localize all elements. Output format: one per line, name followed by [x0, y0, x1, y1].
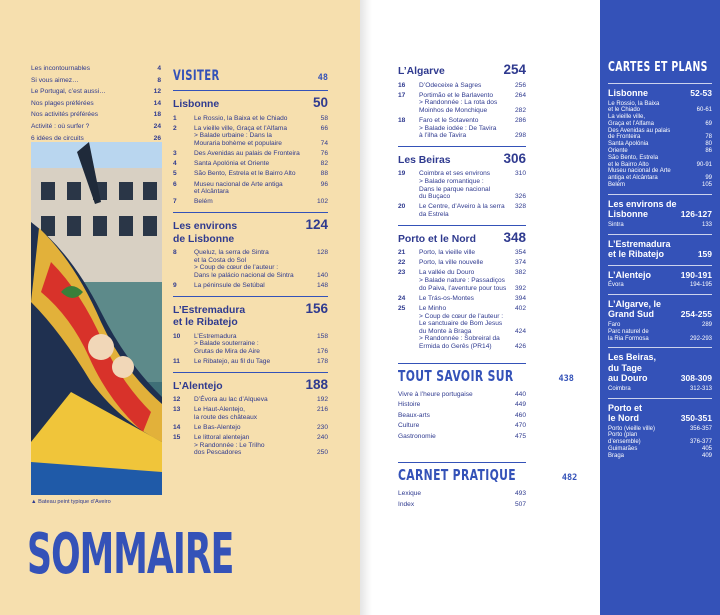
quick-link-page: 24 — [153, 122, 161, 130]
visiter-header — [173, 68, 328, 84]
annex-item[interactable] — [398, 421, 526, 432]
map-region-title: L’Estremadura et le Ribatejo — [608, 238, 671, 260]
quick-link-label: Activité : où surfer ? — [31, 122, 90, 130]
entry-page: 148 — [316, 281, 328, 289]
quick-link-item[interactable] — [31, 75, 161, 87]
entry-number: 19 — [398, 170, 406, 178]
region-title: Les environs de Lisbonne — [173, 221, 238, 245]
map-region-page: 350-351 — [680, 413, 712, 424]
region-section — [398, 58, 526, 140]
map-block — [608, 234, 712, 260]
annex-page: 507 — [514, 500, 526, 508]
map-block — [608, 398, 712, 460]
map-item[interactable] — [608, 141, 712, 148]
map-item[interactable] — [608, 446, 712, 453]
map-item[interactable] — [608, 182, 712, 189]
entry-page: 58 — [320, 114, 328, 122]
map-item-page: 356-357 — [689, 425, 712, 432]
region-title: L’Algarve — [398, 66, 445, 77]
entry-text: Porto, la ville nouvelle — [419, 259, 484, 267]
map-region-title: Lisbonne — [608, 88, 648, 98]
map-block — [608, 294, 712, 342]
map-item-text: Des Avenidas au palais de Fronteira — [608, 127, 671, 141]
tout-savoir-title: TOUT SAVOIR SUR — [398, 366, 514, 385]
map-item[interactable] — [608, 148, 712, 155]
map-region-title: L’Alentejo — [608, 269, 652, 280]
tout-savoir-page[interactable]: 438 — [558, 373, 574, 384]
map-item[interactable] — [608, 386, 712, 393]
toc-entry[interactable] — [173, 198, 328, 206]
map-item-text: Braga — [608, 452, 625, 459]
map-region-header[interactable] — [608, 403, 712, 424]
map-item-text: Santa Apolónia — [608, 141, 649, 148]
map-item[interactable] — [608, 114, 712, 128]
region-page: 50 — [312, 95, 328, 110]
entry-page: 402 424 426 — [514, 304, 526, 350]
region-page: 254 — [503, 62, 526, 77]
carnet-page[interactable]: 482 — [561, 473, 578, 483]
entry-page: 256 — [514, 81, 526, 89]
maps-panel — [600, 0, 720, 615]
entry-text: Le Ribatejo, au fil du Tage — [194, 357, 271, 365]
annex-page: 475 — [514, 432, 526, 440]
annex-page: 460 — [514, 411, 526, 419]
annex-page: 440 — [514, 390, 526, 398]
toc-entry[interactable] — [173, 333, 328, 356]
map-item[interactable] — [608, 322, 712, 329]
toc-entry[interactable] — [173, 150, 328, 158]
entry-page: 328 — [514, 203, 526, 211]
map-item-text: Évora — [608, 282, 624, 289]
annex-item[interactable] — [398, 489, 526, 500]
region-section — [173, 296, 328, 366]
entry-number: 12 — [173, 396, 181, 404]
map-item-text: La vieille ville, Graça et l’Alfama — [608, 114, 655, 127]
map-item-text: Oriente — [608, 148, 628, 155]
toc-entry[interactable] — [398, 203, 526, 218]
entry-text: L’Estremadura > Balade souterraine : Grutas de Mira de Aire — [194, 332, 260, 355]
entry-text: São Bento, Estrela et le Bairro Alto — [194, 170, 296, 178]
region-section — [398, 225, 526, 351]
entry-text: Queluz, la serra de Sintra et la Costa do Sol > Coup de cœur de l’auteur : Dans le palácio nacional de Sintra — [194, 249, 294, 279]
entry-number: 20 — [398, 203, 406, 211]
entry-number: 22 — [398, 259, 406, 267]
entry-page: 216 — [316, 406, 328, 414]
quick-link-page: 26 — [153, 134, 161, 142]
toc-entry[interactable] — [173, 424, 328, 432]
region-section — [173, 212, 328, 290]
entry-page: 158 176 — [316, 332, 328, 355]
region-page: 188 — [305, 376, 328, 392]
tout-savoir-header — [398, 366, 574, 385]
toc-entry[interactable] — [173, 434, 328, 457]
entry-text: Coimbra et ses environs > Balade romantique : Dans le parque nacional du Buçaco — [419, 170, 491, 201]
annex-label: Histoire — [398, 401, 421, 408]
quick-link-label: Nos activités préférées — [31, 111, 99, 119]
map-item-text: Porto (vieille ville) — [608, 425, 656, 432]
sommaire-title: SOMMAIRE — [27, 522, 234, 587]
quick-link-label: Nos plages préférées — [31, 99, 94, 107]
entry-page: 128 140 — [316, 249, 328, 279]
quick-link-item[interactable] — [31, 63, 161, 75]
entry-page: 82 — [320, 160, 328, 168]
annex-label: Index — [398, 500, 415, 508]
entry-number: 2 — [173, 124, 177, 132]
map-item-text: Le Rossio, la Baixa et le Chiado — [608, 100, 660, 114]
map-item-list — [608, 322, 712, 342]
entry-text: Porto, la vieille ville — [419, 249, 476, 256]
map-item-page: 133 — [701, 221, 712, 228]
entry-page: 102 — [316, 198, 328, 206]
map-item-page: 90-91 — [696, 161, 712, 168]
toc-entry[interactable] — [173, 170, 328, 178]
entry-text: Des Avenidas au palais de Fronteira — [194, 150, 300, 158]
map-region-header[interactable] — [608, 352, 712, 384]
annex-item[interactable] — [398, 411, 526, 422]
map-item-page: 292-293 — [689, 335, 712, 342]
toc-entry[interactable] — [398, 249, 526, 257]
entry-text: Le Rossio, la Baixa et le Chiado — [194, 114, 288, 122]
entry-number: 13 — [173, 406, 181, 414]
region-title: Porto et le Nord — [398, 233, 476, 245]
entry-page: 76 — [320, 150, 328, 158]
entry-text: Portimão et le Barlavento > Randonnée : La rota dos Moinhos de Monchique — [419, 91, 498, 114]
toc-entry[interactable] — [173, 396, 328, 404]
entry-text: Le Minho > Coup de cœur de l’auteur : Le sanctuaire de Bom Jesus du Monte à Braga > Randonnée : Sobreiral da Ermida do Gerês (PR14) — [419, 304, 504, 350]
toc-entry[interactable] — [173, 160, 328, 168]
maps-column — [608, 60, 712, 460]
region-page: 156 — [305, 300, 328, 316]
toc-entry[interactable] — [173, 358, 328, 366]
caption-triangle-icon: ▲ — [31, 499, 39, 505]
entry-page: 286 298 — [514, 117, 526, 140]
map-item-page: 78 — [705, 134, 712, 141]
entry-number: 17 — [398, 91, 406, 99]
entry-number: 6 — [173, 180, 177, 188]
quick-link-item[interactable] — [31, 86, 161, 98]
entry-text: Le Trás-os-Montes — [419, 294, 474, 302]
map-region-header[interactable] — [608, 199, 712, 220]
region-page: 306 — [503, 150, 526, 166]
entry-text: La vallée du Douro > Balade nature : Passadiços do Paiva, l’aventure pour tous — [419, 269, 507, 292]
entry-number: 1 — [173, 114, 177, 122]
map-item[interactable] — [608, 282, 712, 289]
entry-list — [173, 333, 328, 366]
map-region-page: 254-255 — [680, 309, 712, 320]
region-header[interactable] — [398, 62, 526, 79]
entry-number: 4 — [173, 160, 177, 168]
map-block — [608, 83, 712, 189]
entry-number: 3 — [173, 150, 177, 158]
map-item-list — [608, 101, 712, 189]
annex-item[interactable] — [398, 500, 526, 511]
entry-list — [173, 396, 328, 457]
map-region-page: 52-53 — [690, 88, 712, 98]
map-block — [608, 347, 712, 392]
annex-label: Gastronomie — [398, 432, 436, 440]
entry-page: 240 250 — [316, 434, 328, 457]
map-item-text: São Bento, Estrela et le Bairro Alto — [608, 154, 659, 168]
map-item-page: 60-61 — [696, 107, 712, 114]
entry-list — [173, 115, 328, 207]
region-title: Lisbonne — [173, 99, 220, 110]
annex-page: 449 — [514, 401, 526, 408]
entry-page: 354 — [514, 249, 526, 256]
map-region-header[interactable] — [608, 239, 712, 260]
entry-text: Faro et le Sotavento > Balade iodée : De Tavira à l’ilha de Tavira — [419, 117, 497, 140]
entry-number: 8 — [173, 249, 177, 256]
toc-entry[interactable] — [398, 305, 526, 351]
entry-page: 382 392 — [514, 269, 526, 292]
map-item[interactable] — [608, 432, 712, 446]
toc-entry[interactable] — [173, 115, 328, 123]
carnet-header — [398, 466, 578, 484]
boat-illustration — [31, 142, 162, 495]
map-item-list — [608, 222, 712, 229]
entry-text: Le Haut-Alentejo, la route des châteaux — [194, 406, 258, 421]
entry-page: 66 74 — [320, 124, 328, 147]
toc-entry[interactable] — [398, 82, 526, 90]
quick-links-list — [31, 63, 161, 144]
visiter-cont-column — [398, 58, 578, 510]
quick-link-label: 6 idées de circuits — [31, 134, 84, 142]
annex-item[interactable] — [398, 432, 526, 443]
photo-caption: ▲ Bateau peint typique d’Aveiro — [31, 499, 111, 505]
map-item[interactable] — [608, 101, 712, 115]
quick-link-item[interactable] — [31, 98, 161, 110]
entry-text: Santa Apolónia et Oriente — [194, 160, 270, 168]
entry-number: 11 — [173, 357, 180, 365]
toc-entry[interactable] — [173, 249, 328, 279]
entry-page: 374 — [514, 259, 526, 267]
quick-link-item[interactable] — [31, 121, 161, 133]
map-block — [608, 265, 712, 289]
entry-number: 23 — [398, 269, 406, 277]
entry-list — [398, 249, 526, 351]
toc-entry[interactable] — [398, 295, 526, 303]
region-title: L’Alentejo — [173, 380, 223, 392]
map-item-page: 409 — [701, 452, 712, 459]
entry-text: La vieille ville, Graça et l’Alfama > Balade urbaine : Dans la Mouraria bohème et populaire — [194, 124, 288, 147]
map-region-header[interactable] — [608, 270, 712, 281]
map-region-page: 159 — [697, 249, 712, 260]
entry-number: 9 — [173, 281, 177, 289]
entry-page: 96 — [320, 180, 328, 188]
entry-number: 25 — [398, 304, 406, 312]
map-region-title: Porto et le Nord — [608, 402, 643, 424]
entry-number: 16 — [398, 81, 406, 89]
quick-link-page: 12 — [153, 88, 161, 96]
map-item-text: Belém — [608, 182, 626, 189]
map-item-text: Coimbra — [608, 385, 631, 392]
entry-number: 7 — [173, 198, 177, 206]
region-section — [398, 146, 526, 219]
map-region-header[interactable] — [608, 88, 712, 99]
toc-entry[interactable] — [398, 170, 526, 200]
map-region-page: 308-309 — [680, 373, 712, 384]
carnet-title: CARNET PRATIQUE — [398, 466, 517, 484]
map-item[interactable] — [608, 155, 712, 169]
map-item-list — [608, 426, 712, 460]
map-item-text: Faro — [608, 321, 621, 328]
tout-savoir-section — [398, 363, 574, 443]
entry-page: 310 326 — [514, 170, 526, 201]
entry-text: La péninsule de Setúbal — [194, 281, 265, 289]
visiter-title: VISITER — [173, 68, 220, 84]
carnet-section — [398, 462, 578, 510]
annex-label: Vivre à l’heure portugaise — [398, 390, 473, 398]
map-region-header[interactable] — [608, 299, 712, 320]
toc-entry[interactable] — [173, 282, 328, 290]
entry-page: 88 — [320, 170, 328, 178]
map-region-page: 190-191 — [680, 269, 712, 280]
map-item-page: 405 — [701, 446, 712, 453]
entry-text: Le Centre, d’Aveiro à la serra da Estrela — [419, 203, 505, 218]
entry-page: 178 — [316, 357, 328, 365]
map-item[interactable] — [608, 329, 712, 343]
region-header[interactable] — [398, 230, 526, 247]
region-section — [173, 372, 328, 457]
toc-entry[interactable] — [398, 117, 526, 140]
annex-page: 493 — [514, 490, 526, 497]
region-title: L’Estremadura et le Ribatejo — [173, 304, 246, 329]
quick-link-label: Si vous aimez… — [31, 76, 79, 84]
toc-entry[interactable] — [398, 92, 526, 115]
map-item-text: Sintra — [608, 221, 624, 228]
region-header[interactable] — [398, 151, 526, 168]
annex-label: Lexique — [398, 490, 422, 497]
entry-number: 15 — [173, 434, 181, 442]
annex-item[interactable] — [398, 390, 526, 401]
map-item-page: 105 — [701, 182, 712, 189]
region-header[interactable] — [173, 301, 328, 330]
map-item[interactable] — [608, 168, 712, 182]
quick-link-label: Les incontournables — [31, 65, 91, 72]
region-section — [173, 90, 328, 206]
entry-text: Belém — [194, 198, 213, 206]
map-item[interactable] — [608, 128, 712, 142]
map-item-text: Parc naturel de la Ria Formosa — [608, 328, 649, 342]
entry-text: Le Bas-Alentejo — [194, 424, 241, 431]
entry-page: 230 — [316, 424, 328, 431]
map-item[interactable] — [608, 426, 712, 433]
map-item-page: 289 — [701, 321, 712, 328]
map-item-text: Museu nacional de Arte antiga et Alcântara — [608, 168, 671, 182]
toc-entry[interactable] — [173, 125, 328, 148]
annex-item[interactable] — [398, 400, 526, 411]
entry-number: 5 — [173, 170, 177, 178]
annex-label: Beaux-arts — [398, 411, 430, 419]
visiter-page[interactable]: 48 — [317, 73, 328, 83]
maps-title: CARTES ET PLANS — [608, 60, 708, 75]
entry-list — [398, 82, 526, 140]
quick-link-page: 14 — [153, 99, 161, 107]
entry-text: D’Odeceixe à Sagres — [419, 81, 482, 89]
region-header[interactable] — [173, 95, 328, 112]
map-region-page: 126-127 — [680, 209, 712, 220]
entry-list — [398, 170, 526, 218]
region-header[interactable] — [173, 377, 328, 394]
quick-link-page: 18 — [153, 111, 161, 119]
map-item-page: 194-195 — [689, 282, 712, 289]
toc-entry[interactable] — [173, 406, 328, 421]
map-item-page: 376-377 — [689, 439, 712, 446]
toc-entry[interactable] — [398, 269, 526, 292]
map-region-title: L’Algarve, le Grand Sud — [608, 298, 662, 320]
entry-list — [173, 249, 328, 290]
map-item-page: 69 — [705, 120, 712, 127]
entry-number: 24 — [398, 294, 406, 302]
quick-link-label: Le Portugal, c’est aussi… — [31, 88, 106, 96]
map-item[interactable] — [608, 453, 712, 460]
entry-page: 192 — [316, 396, 328, 404]
aveiro-boat-photo — [31, 142, 162, 495]
region-page: 348 — [503, 229, 526, 245]
map-item-text: Guimarães — [608, 446, 638, 453]
entry-number: 18 — [398, 117, 406, 125]
quick-link-page: 8 — [157, 76, 161, 84]
map-item-page: 312-313 — [689, 385, 712, 392]
map-item-page: 99 — [705, 175, 712, 182]
annex-page: 470 — [514, 422, 526, 429]
annex-label: Culture — [398, 422, 420, 429]
toc-entry[interactable] — [173, 181, 328, 196]
region-page: 124 — [305, 217, 328, 232]
toc-entry[interactable] — [398, 259, 526, 267]
map-item-text: Porto (plan d’ensemble) — [608, 432, 641, 446]
map-item-list — [608, 282, 712, 289]
region-header[interactable] — [173, 217, 328, 246]
map-item-page: 86 — [705, 148, 712, 155]
visiter-column — [173, 68, 328, 460]
entry-page: 264 282 — [514, 91, 526, 114]
quick-link-item[interactable] — [31, 109, 161, 121]
map-item-page: 80 — [705, 141, 712, 148]
map-region-title: Les Beiras, du Tage au Douro — [608, 352, 657, 384]
entry-number: 10 — [173, 332, 181, 340]
entry-text: D’Évora au lac d’Alqueva — [194, 396, 268, 404]
entry-page: 394 — [514, 294, 526, 302]
entry-number: 21 — [398, 249, 406, 256]
entry-text: Museu nacional de Arte antiga et Alcântara — [194, 180, 283, 196]
entry-text: Le littoral alentejan > Randonnée : Le Trilho dos Pescadores — [194, 434, 265, 457]
map-block — [608, 194, 712, 229]
region-title: Les Beiras — [398, 154, 451, 166]
map-region-title: Les environs de Lisbonne — [608, 198, 677, 220]
map-item[interactable] — [608, 222, 712, 229]
map-item-list — [608, 386, 712, 393]
quick-link-page: 4 — [157, 65, 161, 72]
entry-number: 14 — [173, 424, 181, 431]
